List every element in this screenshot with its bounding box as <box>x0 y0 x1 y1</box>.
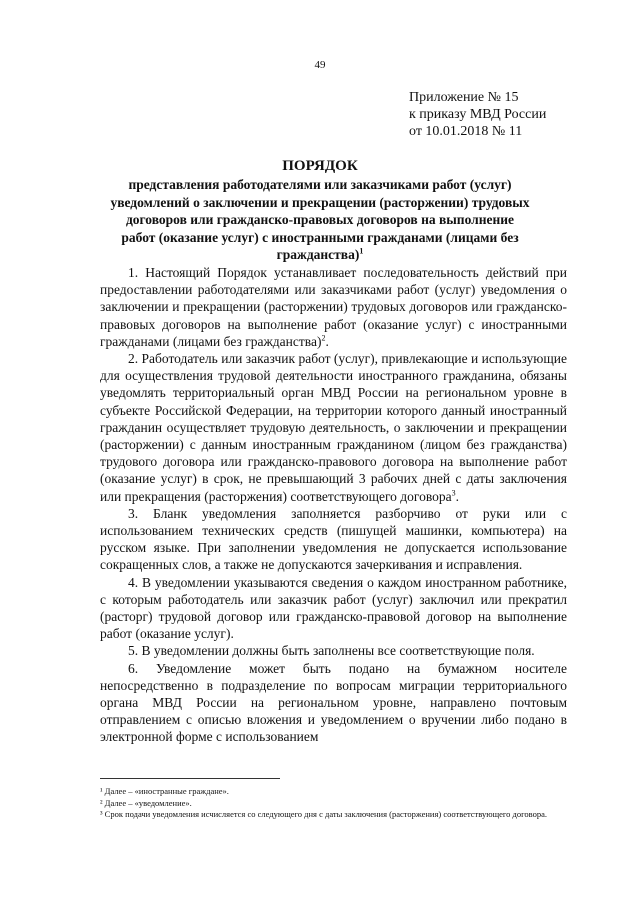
paragraph-2 <box>100 350 567 505</box>
appendix-line: к приказу МВД России <box>409 107 547 122</box>
paragraph-1 <box>100 264 567 350</box>
subtitle-text: представления работодателями или заказчиками работ (услуг) уведомлений о заключении и прекращении (расторжении) трудовых договоров или гражданско-правовых договоров на выполнение работ (оказание услуг) с иностранными гражданами (лицами без гражданства) <box>110 177 530 262</box>
paragraph-end: . <box>325 333 329 349</box>
appendix-line: Приложение № 15 <box>409 90 519 105</box>
footnote-divider <box>100 778 280 779</box>
footnote-1: ¹ Далее – «иностранные граждане». <box>100 786 229 796</box>
document-subtitle <box>110 176 530 264</box>
footnote-ref: 1 <box>359 246 364 256</box>
footnotes <box>100 786 567 821</box>
paragraph-6: 6. Уведомление может быть подано на бумажном носителе непосредственно в подразделение по вопросам миграции территориального органа МВД России на региональном уровне, направлено почтовым отправлением с описью вложения и уведомлением о вручении либо подано в электронной форме с использованием <box>100 660 567 745</box>
page-number: 49 <box>314 59 326 71</box>
appendix-header <box>409 89 546 140</box>
paragraph-text: 1. Настоящий Порядок устанавливает последовательность действий при предоставлении работодателями или заказчиками работ (услуг) уведомления о заключении и прекращении (расторжении) трудовых договоров или гражданско-правовых договоров на выполнение работ (оказание услуг) с иностранными гражданами (лицами без гражданства) <box>100 265 567 349</box>
footnote-ref: 2 <box>321 333 326 343</box>
paragraph-4: 4. В уведомлении указываются сведения о каждом иностранном работнике, с которым работодатель или заказчик работ (услуг) заключил или прекратил (расторг) трудовой договор или гражданско-правовой договор на выполнение работ (оказание услуг). <box>100 574 567 642</box>
footnote-ref: 3 <box>451 488 456 498</box>
document-title: ПОРЯДОК <box>282 158 358 174</box>
footnote-3: ³ Срок подачи уведомления исчисляется со следующего дня с даты заключения (расторжения) соответствующего договора. <box>100 809 548 819</box>
appendix-line: от 10.01.2018 № 11 <box>409 124 523 139</box>
paragraph-5: 5. В уведомлении должны быть заполнены все соответствующие поля. <box>128 643 535 659</box>
document-body <box>100 264 567 746</box>
paragraph-text: 2. Работодатель или заказчик работ (услуг), привлекающие и использующие для осуществления трудовой деятельности иностранного гражданина, обязаны уведомлять территориальный орган МВД России на региональном уровне в субъекте Российской Федерации, на территории которого данный иностранный гражданин осуществляет трудовую деятельность, о заключении и прекращении (расторжении) с данным иностранным гражданином (лицом без гражданства) трудового договора или гражданско-правового договора на выполнение работ (оказание услуг) в срок, не превышающий 3 рабочих дней с даты заключения или прекращения (расторжения) соответствующего договора <box>100 351 567 504</box>
paragraph-3: 3. Бланк уведомления заполняется разборчиво от руки или с использованием технических средств (пишущей машинки, компьютера) на русском языке. При заполнении уведомления не допускается использование сокращенных слов, а также не допускаются зачеркивания и исправления. <box>100 505 567 573</box>
paragraph-end: . <box>455 488 460 504</box>
footnote-2: ² Далее – «уведомление». <box>100 797 192 808</box>
